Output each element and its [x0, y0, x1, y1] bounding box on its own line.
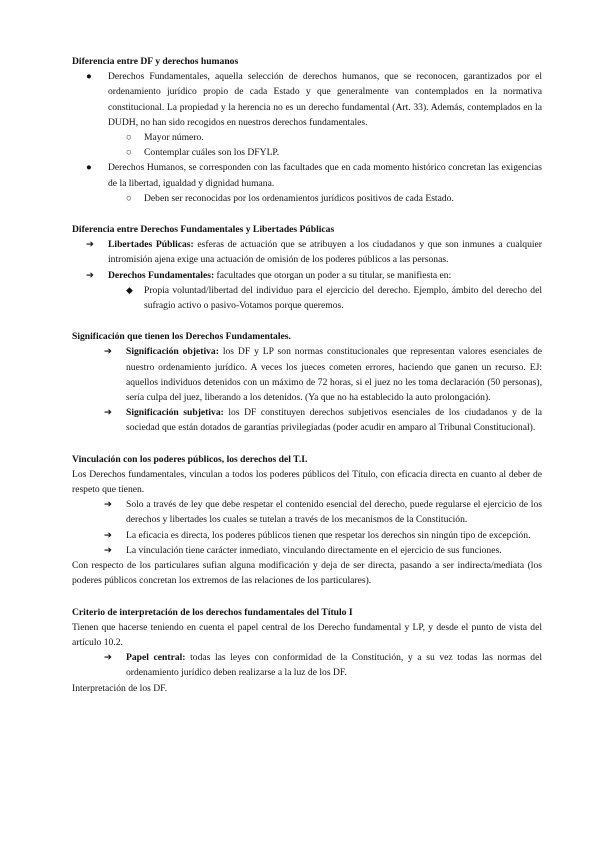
section-vinculacion — [72, 452, 542, 589]
list-item: ◆ Propia voluntad/libertad del individuo para el ejercicio del derecho. Ejemplo, ámbito del derecho del sufragio activo o pasivo-Votamos porque queremos. — [126, 284, 542, 312]
section-title: Diferencia entre Derechos Fundamentales y Libertades Públicas — [72, 224, 335, 236]
list-item: ➔ La eficacia es directa, los poderes públicos tienen que respetar los derechos sin ningún tipo de excepción. — [72, 528, 542, 543]
list-item: ➔ Papel central: todas las leyes con conformidad de la Constitución, y a su vez todas las normas del ordenamiento jurídico deben realizarse a la luz de los DF. — [104, 652, 542, 679]
arrow-list — [72, 497, 542, 558]
section-title: Diferencia entre DF y derechos humanos — [72, 56, 239, 67]
arrow-icon: ➔ — [104, 652, 113, 664]
list-item: ➔ Significación objetiva: los DF y LP son normas constitucionales que representan valores esenciales de nuestro ordenamiento jurídico. A veces los jueces cometen errores, haciendo que ganen un recurso. EJ: aquellos individuos detenidos con un máximo de 72 horas, si el juez no les toma declaración (50 personas), sería culpa del juez, liberando a los detenidos. (Ya que no ha establecido la auto prolongación). — [104, 346, 543, 404]
bullet-icon: ● — [86, 71, 92, 83]
circle-bullet-icon: ○ — [126, 132, 132, 144]
list-item: ➔ Derechos Fundamentales: facultades que otorgan un poder a su titular, se manifiesta en: — [72, 268, 542, 283]
list-item: ○ Deben ser reconocidas por los ordenamientos jurídicos positivos de cada Estado. — [72, 191, 542, 206]
circle-bullet-icon: ○ — [126, 192, 132, 204]
section-title: Vinculación con los poderes públicos, los derechos del T.I. — [72, 453, 308, 465]
arrow-list — [72, 650, 542, 680]
paragraph: Tienen que hacerse teniendo en cuenta el papel central de los Derecho fundamental y LP, y desde el punto de vista del artículo 10.2. — [72, 621, 542, 648]
arrow-icon: ➔ — [86, 239, 95, 251]
paragraph: Interpretación de los DF. — [72, 682, 168, 694]
diamond-icon: ◆ — [126, 284, 133, 295]
arrow-icon: ➔ — [104, 529, 113, 541]
section-df-vs-libertades — [72, 222, 542, 313]
list-item: ➔ Libertades Públicas: esferas de actuación que se atribuyen a los ciudadanos y que son inmunes a cualquier intromisión ajena exige una actuación de omisión de los poderes públicos a las personas. — [86, 239, 542, 266]
arrow-icon: ➔ — [86, 269, 95, 281]
section-criterio-interpretacion — [72, 605, 542, 696]
section-df-vs-derechos-humanos — [72, 54, 542, 206]
section-title: Significación que tienen los Derechos Fundamentales. — [72, 331, 291, 343]
list-item: ➔ La vinculación tiene carácter inmediato, vinculando directamente en el ejercicio de sus funciones. — [72, 543, 542, 558]
list-item: ● Derechos Fundamentales, aquella selección de derechos humanos, que se reconocen, garantizados por el ordenamiento jurídico propio de cada Estado y que generalmente van contemplados en la normativa constitucional. La propiedad y la herencia no es un derecho fundamental (Art. 33). Además, contemplados en la DUDH, no han sido recogidos en nuestros derechos fundamentales. — [86, 71, 542, 128]
paragraph: Con respecto de los particulares sufian alguna modificación y deja de ser directa, pasando a ser indirecta/mediata (los poderes públicos concretan los extremos de las relaciones de los particulares). — [72, 560, 542, 587]
list-item: ➔ Significación subjetiva: los DF constituyen derechos subjetivos esenciales de los ciudadanos y de la sociedad que están dotados de garantías privilegiadas (poder acudir en amparo al Tribunal Constitucional). — [104, 407, 542, 434]
bullet-icon: ● — [86, 162, 92, 174]
circle-bullet-icon: ○ — [126, 147, 132, 159]
arrow-icon: ➔ — [104, 544, 113, 556]
paragraph: Los Derechos fundamentales, vinculan a todos los poderes públicos del Título, con eficacia directa en cuanto al deber de respeto que tienen. — [72, 468, 542, 496]
document-page — [72, 54, 542, 712]
list-item: ○ Mayor número. — [72, 130, 542, 145]
arrow-list — [72, 237, 542, 313]
arrow-icon: ➔ — [104, 346, 113, 358]
list-item: ➔ Solo a través de ley que debe respetar el contenido esencial del derecho, puede regularse el ejercicio de los derechos y libertades los cuales se tutelan a través de los mecanismos de la Constitución. — [104, 499, 542, 526]
arrow-list — [72, 344, 542, 435]
section-significacion — [72, 329, 542, 435]
bullet-list — [72, 69, 542, 206]
arrow-icon: ➔ — [104, 407, 113, 419]
section-title: Criterio de interpretación de los derechos fundamentales del Título I — [72, 606, 353, 618]
list-item: ○ Contemplar cuáles son los DFYLP. — [72, 145, 542, 160]
arrow-icon: ➔ — [104, 499, 113, 511]
list-item: ● Derechos Humanos, se corresponden con las facultades que en cada momento histórico concretan las exigencias de la libertad, igualdad y dignidad humana. — [86, 162, 542, 189]
